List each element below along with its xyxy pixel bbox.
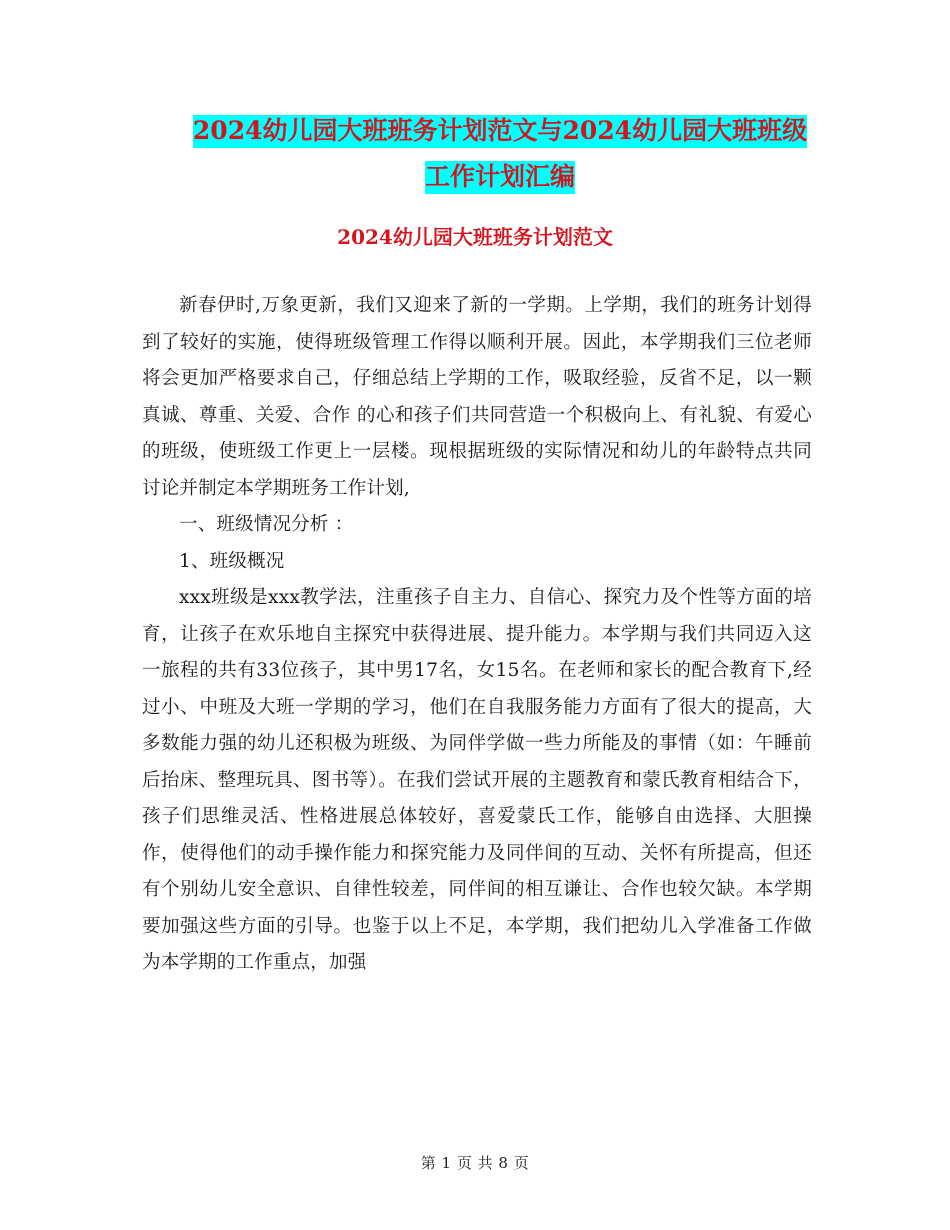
paragraph-intro: 新春伊时,万象更新，我们又迎来了新的一学期。上学期，我们的班务计划得到了较好的实施，使得班级管理工作得以顺利开展。因此，本学期我们三位老师将会更加严格要求自己，仔细总结上学期的工作，吸取经验，反省不足，以一颗 真诚、尊重、关爱、合作 的心和孩子们共同营造一个积极向上、有礼貌、有爱心的班级，使班级工作更上一层楼。现根据班级的实际情况和幼儿的年龄特点共同讨论并制定本学期班务工作计划, [142,295,812,499]
heading-class-analysis: 一、班级情况分析 ： [179,514,354,535]
heading-class-overview: 1、班级概况 [179,550,285,572]
page-number-label: 第 1 页 共 8 页 [420,1154,530,1172]
page-footer [0,1152,950,1174]
title-line-2: 工作计划汇编 [425,161,575,194]
document-title [150,108,850,200]
section-title: 2024幼儿园大班班务计划范文 [337,225,613,249]
paragraph-class-overview: xxx班级是xxx教学法，注重孩子自主力、自信心、探究力及个性等方面的培育，让孩子在欢乐地自主探究中获得进展、提升能力。本学期与我们共同迈入这一旅程的共有33位孩子，其中男17名，女15名。在老师和家长的配合教育下,经过小、中班及大班一学期的学习，他们在自我服务能力方面有了很大的提高，大多数能力强的幼儿还积极为班级、为同伴学做一些力所能及的事情（如：午睡前后抬床、整理玩具、图书等）。在我们尝试开展的主题教育和蒙氏教育相结合下，孩子们思维灵活、性格进展总体较好，喜爱蒙氏工作，能够自由选择、大胆操作，使得他们的动手操作能力和探究能力及同伴间的互动、关怀有所提高，但还有个别幼儿安全意识、自律性较差，同伴间的相互谦让、合作也较欠缺。本学期要加强这些方面的引导。也鉴于以上不足，本学期，我们把幼儿入学准备工作做为本学期的工作重点，加强 [142,587,812,973]
title-line-1: 2024幼儿园大班班务计划范文与2024幼儿园大班班级 [193,115,807,148]
document-body [142,288,812,982]
